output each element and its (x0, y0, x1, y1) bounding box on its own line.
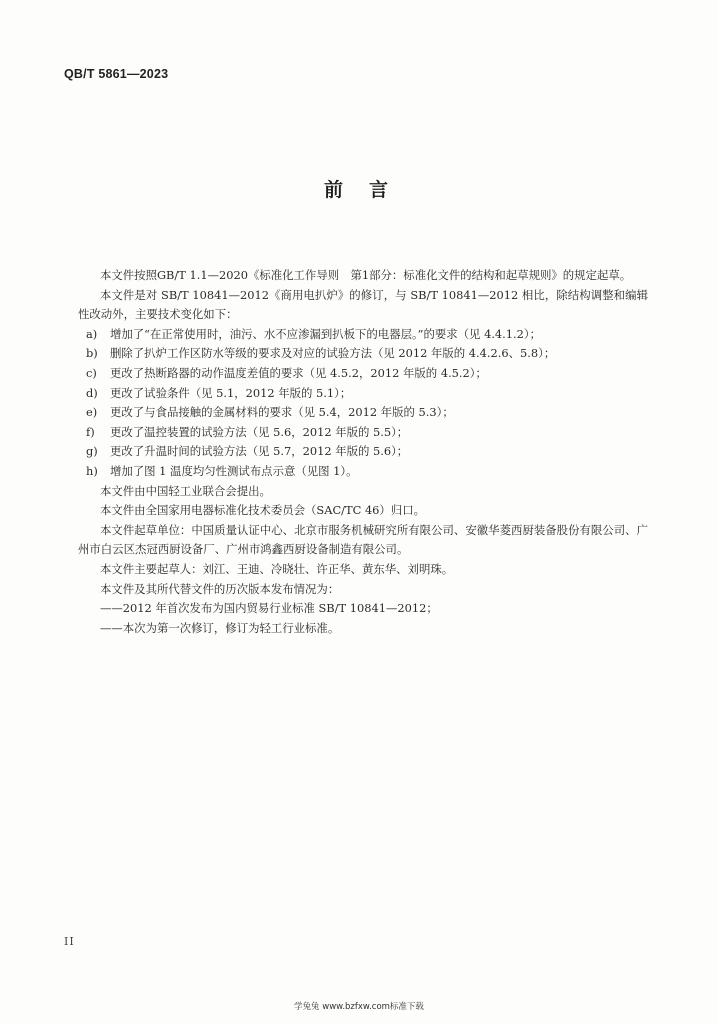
list-item-label: d) (86, 385, 98, 400)
paragraph-drafting-units: 本文件起草单位：中国质量认证中心、北京市服务机械研究所有限公司、安徽华菱西厨装备股份有限公司、广州市白云区杰冠西厨设备厂、广州市鸿鑫西厨设备制造有限公司。 (78, 522, 648, 557)
list-item-text: 增加了图 1 温度均匀性测试布点示意（见图 1）。 (110, 463, 358, 478)
page-title: 前言 (323, 179, 414, 201)
paragraph-drafters: 本文件主要起草人：刘江、王迪、冷晓壮、许正华、黄东华、刘明珠。 (100, 561, 454, 576)
paragraph-history-intro: 本文件及其所代替文件的历次版本发布情况为： (100, 581, 340, 596)
list-item-text: 更改了升温时间的试验方法（见 5.7，2012 年版的 5.6）； (110, 444, 409, 459)
page-number: II (64, 935, 75, 948)
paragraph-drafting-rules: 本文件按照GB/T 1.1—2020《标准化工作导则 第1部分：标准化文件的结构和起草规则》的规定起草。 (100, 268, 632, 282)
list-item-label: b) (86, 346, 98, 361)
list-item-text: 增加了“在正常使用时，油污、水不应渗漏到扒板下的电器层。”的要求（见 4.4.1.2）； (110, 326, 542, 341)
list-item-label: g) (86, 444, 98, 459)
paragraph-proposer: 本文件由中国轻工业联合会提出。 (100, 483, 271, 498)
history-item: ——2012 年首次发布为国内贸易行业标准 SB/T 10841—2012； (100, 601, 438, 616)
list-item-label: a) (86, 326, 98, 341)
list-item-label: c) (86, 365, 97, 380)
list-item-text: 删除了扒炉工作区防水等级的要求及对应的试验方法（见 2012 年版的 4.4.2.6、5.8）； (110, 346, 556, 361)
foreword-body (78, 266, 648, 638)
list-item (78, 423, 648, 443)
list-item (78, 462, 648, 482)
paragraph-centralized: 本文件由全国家用电器标准化技术委员会（SAC/TC 46）归口。 (100, 503, 425, 518)
list-item-label: h) (86, 463, 98, 478)
list-item (78, 325, 648, 345)
list-item (78, 384, 648, 404)
list-item (78, 364, 648, 384)
list-item-text: 更改了与食品接触的金属材料的要求（见 5.4，2012 年版的 5.3）； (110, 405, 454, 420)
standard-code: QB/T 5861—2023 (64, 67, 169, 81)
list-item (78, 442, 648, 462)
list-item-text: 更改了热断路器的动作温度差值的要求（见 4.5.2，2012 年版的 4.5.2）； (110, 365, 487, 380)
paragraph-revision-intro: 本文件是对 SB/T 10841—2012《商用电扒炉》的修订，与 SB/T 10841—2012 相比，除结构调整和编辑性改动外，主要技术变化如下： (78, 287, 648, 322)
list-item-text: 更改了试验条件（见 5.1，2012 年版的 5.1）； (110, 385, 352, 400)
list-item-text: 更改了温控装置的试验方法（见 5.6，2012 年版的 5.5）； (110, 424, 409, 439)
list-item-label: e) (86, 405, 98, 420)
list-item (78, 344, 648, 364)
list-item (78, 403, 648, 423)
list-item-label: f) (86, 424, 95, 439)
site-watermark: 学兔兔 www.bzfxw.com标准下载 (294, 1002, 424, 1012)
history-item: ——本次为第一次修订，修订为轻工行业标准。 (100, 620, 340, 635)
